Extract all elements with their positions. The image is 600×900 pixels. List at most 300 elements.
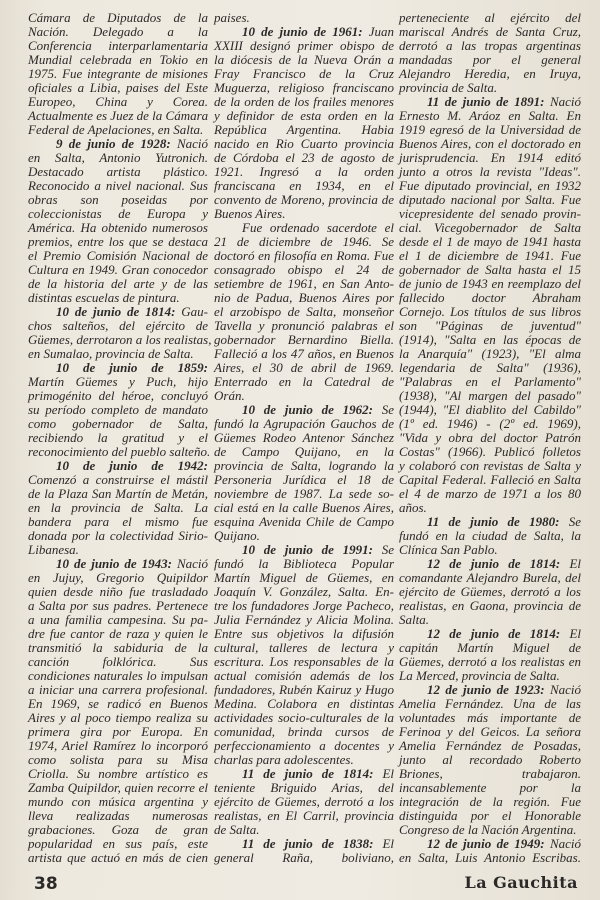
line-text: Cultura en 1949. Gran conocedor — [28, 262, 208, 277]
text-line — [214, 501, 394, 515]
text-line — [28, 417, 208, 431]
dated-entry — [399, 557, 581, 627]
text-line — [214, 305, 394, 319]
text-line — [399, 403, 581, 417]
line-text: Europeo, China y Corea. — [28, 94, 208, 109]
text-line — [28, 669, 208, 683]
dated-entry — [28, 459, 208, 557]
line-text: cial está en la calle Buenos Aires, — [214, 500, 394, 515]
line-text: Mundial celebrada en Tokio en — [28, 52, 208, 67]
text-line — [214, 627, 394, 641]
text-line — [399, 361, 581, 375]
entry-date: 10 de junio de 1943: — [56, 556, 172, 571]
text-line — [214, 669, 394, 683]
line-text: en Salta, Luis Antonio Escribas. — [399, 850, 581, 865]
line-text: noviembre de 1987. La sede so- — [214, 486, 394, 501]
line-text: franciscana en 1934, en el — [214, 178, 394, 193]
text-line — [399, 263, 581, 277]
text-line — [28, 193, 208, 207]
line-text: Ferinoa y del Geicos. La señora — [399, 724, 581, 739]
entry-date: 12 de junio de 1923: — [427, 682, 545, 697]
text-line — [214, 137, 394, 151]
text-line — [214, 473, 394, 487]
text-line — [28, 613, 208, 627]
line-text: condiciones naturales lo impulsan — [28, 668, 208, 683]
text-line — [28, 585, 208, 599]
text-line — [28, 207, 208, 221]
line-text: Se — [568, 514, 581, 529]
line-text: 1974, Ariel Ramírez lo incorporó — [28, 738, 208, 753]
line-text: "Vida y obra del doctor Patrón — [399, 430, 581, 445]
line-text: y colaboró con revistas de Salta y — [399, 458, 581, 473]
line-text: charlas para adolescentes. — [214, 752, 354, 767]
line-text: En 1969, se radicó en Buenos — [28, 696, 208, 711]
dated-entry — [399, 95, 581, 515]
text-line — [399, 599, 581, 613]
text-line — [214, 767, 394, 781]
line-text: (1º ed. 1946) - (2º ed. 1969), — [399, 416, 581, 431]
line-text: de la Plaza San Martín de Metán, — [28, 486, 208, 501]
entry-date: 10 de junio de 1991: — [242, 542, 373, 557]
text-line — [214, 53, 394, 67]
text-line — [399, 319, 581, 333]
line-text: Orán. — [214, 388, 245, 403]
text-line — [399, 501, 581, 515]
text-line — [399, 851, 581, 865]
text-line — [28, 361, 208, 375]
text-line — [399, 627, 581, 641]
text-line — [399, 221, 581, 235]
text-line — [399, 179, 581, 193]
text-line — [399, 613, 581, 627]
line-text: de Salta. — [214, 822, 260, 837]
text-line — [28, 501, 208, 515]
text-line — [399, 95, 581, 109]
text-line — [214, 389, 394, 403]
line-text: América. Ha obtenido numerosos — [28, 220, 208, 235]
line-text: realistas, en El Carril, provincia — [214, 808, 394, 823]
text-line — [214, 599, 394, 613]
text-line — [399, 795, 581, 809]
text-line — [214, 613, 394, 627]
line-text: Entre sus objetivos la difusión — [214, 626, 394, 641]
text-line — [28, 473, 208, 487]
line-text: el arzobispo de Salta, monseñor — [214, 304, 394, 319]
text-line — [28, 823, 208, 837]
dated-entry — [399, 627, 581, 683]
line-text: distintas escuelas de pintura. — [28, 290, 180, 305]
text-line — [399, 767, 581, 781]
text-line — [399, 277, 581, 291]
text-line — [28, 109, 208, 123]
text-line — [399, 515, 581, 529]
line-text: Libanesa. — [28, 542, 79, 557]
text-line — [214, 655, 394, 669]
text-line — [399, 347, 581, 361]
line-text: Medina. Colabora en distintas — [214, 696, 394, 711]
line-text: esquina Avenida Chile de Campo — [214, 514, 394, 529]
text-line — [399, 823, 581, 837]
line-text: Criolla. Su nombre artístico es — [28, 766, 208, 781]
text-line — [214, 235, 394, 249]
line-text: Muguerza, religioso franciscano — [214, 80, 394, 95]
line-text: el Premio Comisión Nacional de — [28, 248, 208, 263]
entry-date: 12 de junio de 1949: — [427, 836, 545, 851]
entry-date: 10 de junio de 1859: — [56, 360, 208, 375]
line-text: (1944), "El diablito del Cabildo" — [399, 402, 581, 417]
text-line — [399, 193, 581, 207]
line-text: de la historia del arte y de las — [28, 276, 208, 291]
text-line — [399, 487, 581, 501]
text-line — [28, 837, 208, 851]
line-text: legendaria de Salta" (1936), — [399, 360, 581, 375]
line-text: y definidor de esta orden en la — [214, 108, 394, 123]
line-text: tre los fundadores Jorge Pacheco, — [214, 598, 394, 613]
text-line — [214, 109, 394, 123]
text-line — [214, 417, 394, 431]
text-line — [214, 487, 394, 501]
text-line — [214, 207, 394, 221]
text-line — [399, 165, 581, 179]
text-line — [28, 95, 208, 109]
line-text: Nació — [549, 836, 581, 851]
line-text: cultural, talleres de lectura y — [214, 640, 394, 655]
text-line — [214, 725, 394, 739]
text-line — [399, 669, 581, 683]
text-line — [28, 81, 208, 95]
text-line — [399, 683, 581, 697]
text-line — [28, 627, 208, 641]
text-line — [28, 305, 208, 319]
text-line — [214, 697, 394, 711]
text-line — [399, 109, 581, 123]
line-text: ejército de Güemes, derrotó a los — [214, 794, 394, 809]
text-line — [214, 683, 394, 697]
text-line — [28, 25, 208, 39]
dated-entry — [28, 360, 211, 459]
line-text: Nació — [176, 556, 208, 571]
line-text: artista que actuó en más de cien — [28, 850, 208, 865]
text-line — [214, 39, 394, 53]
line-text: obras son poseidas por — [28, 192, 208, 207]
text-line — [28, 375, 208, 389]
line-text: transmitió la sabiduria de la — [28, 640, 208, 655]
line-text: popularidad en sus país, este — [28, 836, 208, 851]
line-text: nacido en Rio Cuarto provincia — [214, 136, 394, 151]
line-text: incansablemente por la — [399, 780, 581, 795]
line-text: Quijano. — [214, 528, 260, 543]
text-line — [28, 123, 208, 137]
line-text: Ernesto M. Aráoz en Salta. En — [399, 108, 581, 123]
text-line — [399, 333, 581, 347]
text-line — [399, 291, 581, 305]
entry-date: 10 de junio de 1942: — [56, 458, 208, 473]
line-text: junto al recordado Roberto — [399, 752, 581, 767]
line-text: actual comisión además de los — [214, 668, 394, 683]
line-text: Alejandro Heredia, en Iruya, — [399, 66, 581, 81]
text-line — [214, 823, 394, 837]
line-text: canción folklórica. Sus — [28, 654, 208, 669]
text-line — [399, 207, 581, 221]
text-line — [214, 263, 394, 277]
line-text: Cámara de Diputados de la — [28, 10, 208, 25]
page-number: 38 — [34, 874, 58, 894]
line-text: en Salta, Antonio Yutronich. — [28, 150, 208, 165]
line-text: Güemes, derrotó a los realistas en — [399, 654, 581, 669]
dated-entry — [399, 683, 581, 837]
line-text: Nació — [549, 682, 581, 697]
line-text: fundó en la ciudad de Salta, la — [399, 528, 581, 543]
text-line — [28, 165, 208, 179]
text-line — [214, 781, 394, 795]
text-line — [214, 711, 394, 725]
line-text: bandera para el mismo fue — [28, 514, 208, 529]
dated-entry — [28, 557, 208, 865]
text-line — [399, 249, 581, 263]
dated-entry — [214, 543, 394, 767]
text-line — [28, 641, 208, 655]
text-line — [28, 515, 208, 529]
line-text: primogénito del héroe, concluyó — [28, 388, 208, 403]
line-text: Amelia Fernández de Posadas, — [399, 738, 581, 753]
line-text: de Córdoba el 23 de agosto de — [214, 150, 394, 165]
text-line — [214, 445, 394, 459]
text-line — [399, 585, 581, 599]
line-text: a iniciar una carrera profesional. — [28, 682, 208, 697]
text-column-left — [28, 10, 212, 865]
line-text: fundó la Agrupación Gauchos de — [214, 416, 394, 431]
text-line — [399, 725, 581, 739]
line-text: Aires y al poco tiempo realiza su — [28, 710, 208, 725]
text-line — [214, 851, 394, 865]
line-text: ejército de Güemes, derrotó a los — [399, 584, 581, 599]
text-line — [399, 557, 581, 571]
text-line — [28, 557, 208, 571]
line-text: Aires, el 30 de abril de 1969. — [214, 360, 394, 375]
entry-date: 11 de junio de 1891: — [427, 94, 545, 109]
text-line — [214, 25, 394, 39]
line-text: El — [382, 766, 395, 781]
line-text: Fue diputado provincial, en 1932 — [399, 178, 581, 193]
line-text: Costas" (1966). Publicó folletos — [399, 444, 581, 459]
line-text: actividades socio-culturales de la — [214, 710, 394, 725]
dated-entry — [214, 837, 394, 865]
text-line — [214, 11, 394, 25]
text-line — [28, 151, 208, 165]
line-text: Destacado artista plástico. — [28, 164, 208, 179]
line-text: Julia Fernández y Alicia Molina. — [214, 612, 394, 627]
line-text: oficiales a Libia, paises del Este — [28, 80, 208, 95]
text-line — [28, 697, 208, 711]
text-line — [214, 543, 394, 557]
text-line — [214, 431, 394, 445]
line-text: teniente Briguido Arias, del — [214, 780, 394, 795]
line-text: el 4 de marzo de 1971 a los 80 — [399, 486, 581, 501]
line-text: primera gira por Europa. En — [28, 724, 208, 739]
text-line — [399, 431, 581, 445]
text-line — [399, 739, 581, 753]
text-line — [399, 837, 581, 851]
text-line — [214, 319, 394, 333]
paragraph — [214, 221, 394, 403]
line-text: República Argentina. Habia — [214, 122, 394, 137]
line-text: (1914), "Salta en las épocas de — [399, 332, 581, 347]
text-line — [28, 67, 208, 81]
text-line — [28, 263, 208, 277]
text-line — [28, 235, 208, 249]
line-text: gobernador de Salta hasta el 15 — [399, 262, 581, 277]
paragraph — [214, 11, 394, 25]
line-text: Nación. Delegado a la — [28, 24, 208, 39]
line-text: lleva realizadas numerosas — [28, 808, 208, 823]
line-text: provincia de Salta. — [399, 80, 498, 95]
line-text: doctoró en filosofía en Roma. Fue — [214, 248, 394, 263]
line-text: la Anarquía" (1923), "El alma — [399, 346, 581, 361]
text-line — [399, 753, 581, 767]
text-line — [214, 809, 394, 823]
line-text: Martín Miguel de Güemes, en — [214, 570, 394, 585]
line-text: desde el 1 de mayo de 1941 hasta — [399, 234, 581, 249]
entry-date: 12 de junio de 1814: — [427, 556, 561, 571]
text-line — [399, 375, 581, 389]
line-text: Salta. — [399, 612, 429, 627]
line-text: junto a otros la revista "Ideas". — [399, 164, 581, 179]
line-text: 21 de diciembre de 1946. Se — [214, 234, 394, 249]
text-line — [28, 543, 208, 557]
line-text: Briones, trabajaron. — [399, 766, 581, 781]
text-column-middle — [214, 11, 394, 865]
line-text: provincia de Salta, logrando la — [214, 458, 394, 473]
text-line — [399, 389, 581, 403]
text-line — [214, 249, 394, 263]
line-text: diputado nacional por Salta. Fue — [399, 192, 581, 207]
text-line — [214, 333, 394, 347]
text-line — [214, 67, 394, 81]
dated-entry — [399, 837, 581, 865]
text-line — [28, 809, 208, 823]
text-line — [399, 235, 581, 249]
line-text: El — [569, 626, 581, 641]
paragraph — [28, 11, 208, 137]
line-text: Capital Federal. Falleció en Salta — [399, 472, 581, 487]
line-text: El — [569, 556, 581, 571]
line-text: derrotó a las tropas argentinas — [399, 38, 581, 53]
text-line — [214, 291, 394, 305]
text-line — [28, 221, 208, 235]
text-line — [28, 459, 208, 473]
text-line — [214, 459, 394, 473]
line-text: vicepresidente del senado provin- — [399, 206, 581, 221]
text-line — [28, 53, 208, 67]
text-line — [28, 249, 208, 263]
line-text: grabaciones. Goza de gran — [28, 822, 208, 837]
line-text: donada por la colectividad Sirio- — [28, 528, 208, 543]
line-text: XXIII designó primer obispo de — [214, 38, 394, 53]
line-text: chos salteños, del ejército de — [28, 318, 208, 333]
text-line — [399, 123, 581, 137]
line-text: Cornejo. Los títulos de sus libros — [399, 304, 581, 319]
text-line — [214, 151, 394, 165]
text-line — [28, 725, 208, 739]
text-line — [214, 347, 394, 361]
line-text: fundó la Biblioteca Popular — [214, 556, 394, 571]
text-line — [28, 431, 208, 445]
line-text: fundadores, Rubén Kairuz y Hugo — [214, 682, 394, 697]
line-text: años. — [399, 500, 427, 515]
text-line — [399, 655, 581, 669]
line-text: Fue ordenado sacerdote el — [242, 220, 394, 235]
line-text: voluntades más importante de — [399, 710, 581, 725]
line-text: el 1 de diciembre de 1941. Fue — [399, 248, 581, 263]
line-text: en la provincia de Salta. La — [28, 500, 208, 515]
text-line — [28, 571, 208, 585]
text-line — [399, 697, 581, 711]
text-line — [214, 193, 394, 207]
text-line — [28, 319, 208, 333]
line-text: Se — [381, 542, 394, 557]
text-line — [399, 39, 581, 53]
line-text: Personeria Jurídica el 18 de — [214, 472, 394, 487]
text-line — [214, 165, 394, 179]
text-line — [399, 809, 581, 823]
text-line — [28, 599, 208, 613]
line-text: a una familia campesina. Su pa- — [28, 612, 208, 627]
text-line — [399, 445, 581, 459]
line-text: en Sumalao, provincia de Salta. — [28, 346, 194, 361]
line-text: dre fue cantor de raza y quien le — [28, 626, 208, 641]
line-text: Enterrado en la Catedral de — [214, 374, 394, 389]
line-text: Güemes, derrotaron a los realistas, — [28, 332, 212, 347]
text-line — [28, 795, 208, 809]
entry-date: 11 de junio de 1838: — [242, 836, 374, 851]
line-text: son "Páginas de juventud" — [399, 318, 581, 333]
text-line — [399, 11, 581, 25]
line-text: 1921. Ingresó a la orden — [214, 164, 394, 179]
line-text: mariscal Andrés de Santa Cruz, — [399, 24, 581, 39]
entry-date: 10 de junio de 1962: — [242, 402, 373, 417]
dated-entry — [214, 25, 394, 221]
paragraph — [399, 11, 581, 95]
line-text: gobernador Bernardino Biella. — [214, 332, 394, 347]
text-line — [214, 375, 394, 389]
line-text: coleccionistas de Europa y — [28, 206, 208, 221]
line-text: Comenzó a construirse el mástil — [28, 472, 208, 487]
text-line — [28, 403, 208, 417]
text-line — [214, 403, 394, 417]
line-text: capitán Martín Miguel de — [399, 640, 581, 655]
line-text: "Palabras en el Parlamento" — [399, 374, 581, 389]
line-text: setiembre de 1961, en San Anto- — [214, 276, 394, 291]
text-line — [28, 739, 208, 753]
text-line — [28, 137, 208, 151]
text-line — [28, 11, 208, 25]
text-line — [28, 781, 208, 795]
line-text: Falleció a los 47 años, en Buenos — [214, 346, 394, 361]
line-text: Federal de Apelaciones, en Salta. — [28, 122, 204, 137]
line-text: mundo con música argentina y — [28, 794, 208, 809]
dated-entry — [214, 767, 394, 837]
text-line — [214, 179, 394, 193]
line-text: Nació — [549, 94, 582, 109]
line-text: Joaquín V. González, Salta. En- — [214, 584, 394, 599]
line-text: integración de la región. Fue — [399, 794, 581, 809]
text-line — [28, 487, 208, 501]
line-text: consagrado obispo el 24 de — [214, 262, 394, 277]
line-text: Nació — [176, 136, 208, 151]
line-text: (1938), "Al margen del pasado" — [399, 388, 581, 403]
line-text: comandante Alejandro Burela, del — [399, 570, 581, 585]
text-line — [28, 39, 208, 53]
